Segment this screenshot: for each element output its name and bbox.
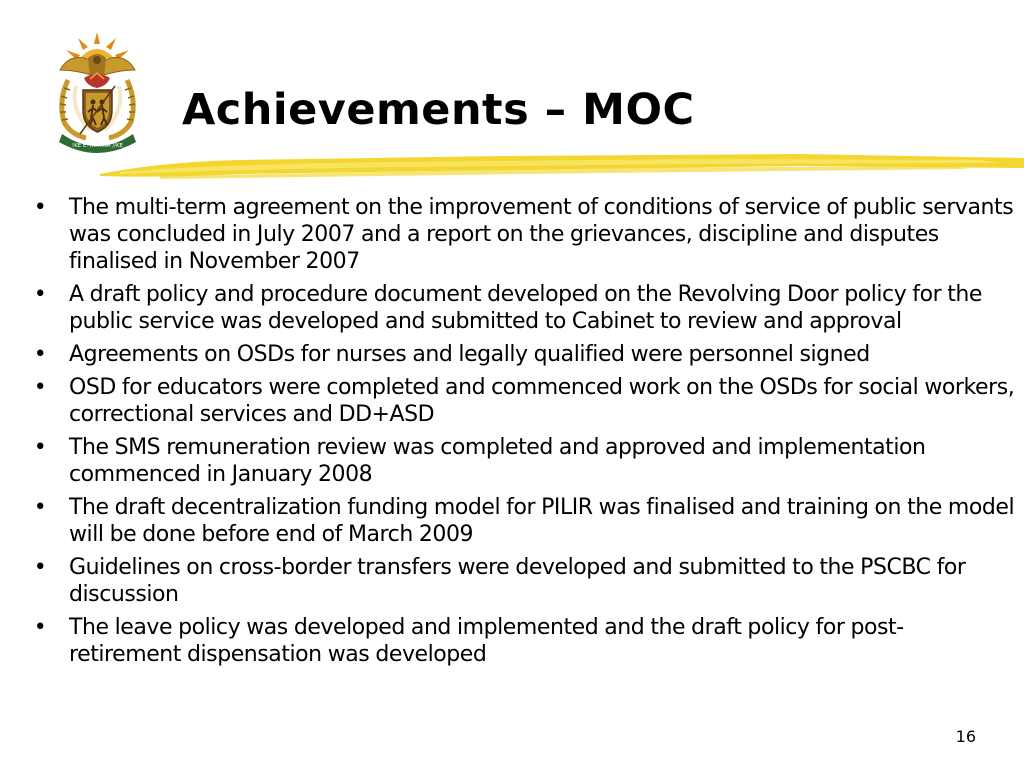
coat-of-arms-logo bbox=[50, 30, 145, 155]
bullet-item bbox=[30, 341, 1015, 368]
bullet-item bbox=[30, 374, 1015, 428]
bullet-item bbox=[30, 281, 1015, 335]
bullet-text: Guidelines on cross-border transfers were developed and submitted to the PSCBC for discussion bbox=[69, 555, 966, 607]
bullet-dot: • bbox=[33, 375, 47, 400]
bullet-text: Agreements on OSDs for nurses and legally qualified were personnel signed bbox=[69, 342, 870, 367]
bullet-item bbox=[30, 614, 1015, 668]
protea-icon bbox=[84, 73, 110, 88]
slide-title: Achievements – MOC bbox=[182, 85, 695, 135]
page-number: 16 bbox=[955, 727, 976, 746]
svg-text:!KE E: /XARRA //KE: !KE E: /XARRA //KE bbox=[71, 143, 124, 149]
yellow-brush-stroke bbox=[100, 146, 1024, 186]
bullet-list bbox=[30, 194, 1015, 674]
bullet-dot: • bbox=[33, 555, 47, 580]
bullet-text: A draft policy and procedure document developed on the Revolving Door policy for the public service was developed and submitted to Cabinet to review and approval bbox=[69, 282, 983, 334]
bullet-item bbox=[30, 494, 1015, 548]
bullet-dot: • bbox=[33, 195, 47, 220]
bullet-dot: • bbox=[33, 435, 47, 460]
bullet-item bbox=[30, 434, 1015, 488]
bullet-text: The multi-term agreement on the improvement of conditions of service of public servants was concluded in July 2007 and a report on the grievances, discipline and disputes finalised in November 2007 bbox=[69, 195, 1014, 274]
bullet-dot: • bbox=[33, 495, 47, 520]
bullet-text: OSD for educators were completed and commenced work on the OSDs for social workers, correctional services and DD+ASD bbox=[69, 375, 1015, 427]
bullet-text: The SMS remuneration review was completed and approved and implementation commenced in January 2008 bbox=[69, 435, 926, 487]
bullet-item bbox=[30, 194, 1015, 275]
bullet-text: The draft decentralization funding model for PILIR was finalised and training on the model will be done before end of March 2009 bbox=[69, 495, 1015, 547]
bullet-text: The leave policy was developed and implemented and the draft policy for post-retirement dispensation was developed bbox=[69, 615, 904, 667]
bullet-dot: • bbox=[33, 615, 47, 640]
bullet-item bbox=[30, 554, 1015, 608]
bullet-dot: • bbox=[33, 282, 47, 307]
bullet-dot: • bbox=[33, 342, 47, 367]
